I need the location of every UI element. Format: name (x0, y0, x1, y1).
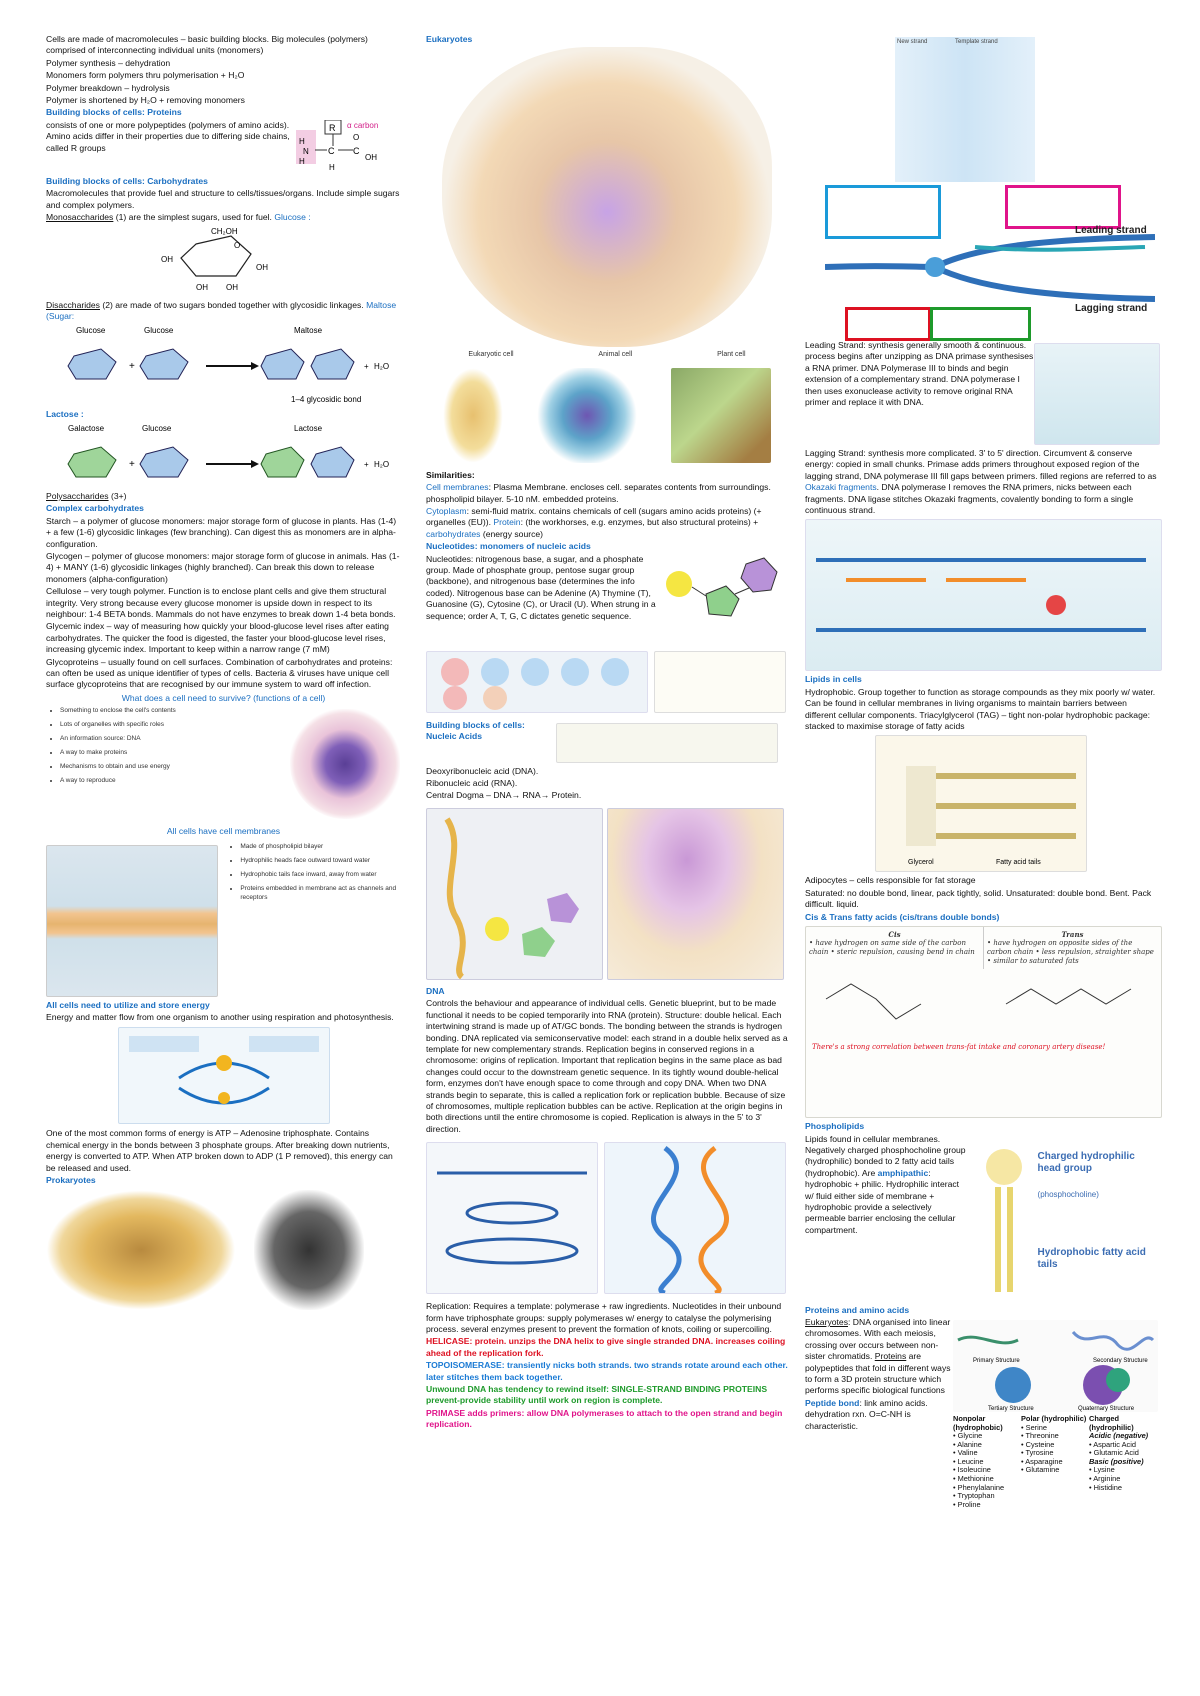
proteins-text: consists of one or more polypeptides (polymers of amino acids). Amino acids differ in their properties due to differing side chains, called R groups (46, 119, 290, 153)
list-item: • Made of phospholipid bilayer (240, 842, 401, 851)
peptide-line (805, 1398, 953, 1432)
polymer-shortened: Polymer is shortened by H₂O + removing monomers (46, 95, 245, 106)
alpha-carbon-label: α carbon (347, 120, 379, 130)
svg-text:+: + (364, 361, 369, 371)
dna-line: Deoxyribonucleic acid (DNA). (426, 765, 539, 776)
proteins-block (46, 120, 401, 176)
glucose-b-label: Glucose (144, 325, 174, 335)
eukaryotes-label: Eukaryotes (805, 1316, 848, 1327)
energy-heading: All cells need to utilize and store energy (46, 999, 210, 1010)
cellulose-text: Cellulose – very tough polymer. Function is to enclose plant cells and give them structural integrity. Very strong because every glucose monomer is upside down in respect to its neighbour: 1-4 BETA bonds. Mammals do not have enzymes to break down 1-4 beta bonds. (46, 586, 396, 619)
cytoplasm-label: Cytoplasm (426, 506, 467, 517)
di-text: (2) are made of two sugars bonded together with glycosidic linkages. (99, 299, 364, 310)
bases-figure (426, 648, 788, 716)
glucose-a-label: Glucose (76, 325, 106, 335)
lactose-label: Lactose : (46, 409, 84, 420)
cis-trans-heading: Cis & Trans fatty acids (cis/trans double bonds) (805, 911, 1000, 922)
primary-structure-label: Primary Structure (973, 1357, 1020, 1364)
fatty-tails-label: Hydrophobic fatty acid tails (1037, 1246, 1146, 1270)
svg-text:CH₂OH: CH₂OH (211, 227, 238, 237)
leading-strand-label: Leading strand (1075, 225, 1147, 236)
dna-rna-protein-image (607, 808, 784, 980)
amphipathic-label: amphipathic (877, 1167, 929, 1178)
intro-text: Cells are made of macromolecules – basic building blocks. Big molecules (polymers) comprised of interconnecting individual units (monomers) (46, 34, 368, 56)
fatty-acid-label: Fatty acid tails (996, 859, 1041, 867)
carbo-label: carbohydrates (426, 528, 481, 539)
svg-text:+: + (129, 360, 135, 372)
glycogen-text: Glycogen – polymer of glucose monomers: major storage form of glucose in animals. Has (1-4) + MANY (1-6) glycosidic linkages (highly branched). Can break this down to release monomers (alpha-configuration) (46, 550, 400, 584)
acidic-label: Acidic (negative) (1089, 1431, 1149, 1441)
column-right (805, 34, 1160, 1509)
table-cell: • Glycine (953, 1431, 983, 1441)
prokaryote-images (46, 1187, 401, 1313)
di-term: Disaccharides (46, 299, 100, 310)
list-item: • Hydrophilic heads face outward toward water (240, 856, 401, 865)
lagging-line (805, 448, 1160, 516)
nucleic-acids-text (426, 720, 556, 766)
cell-membrane-text: : Plasma Membrane. encloses cell. separates contents from surroundings. phospholipid bilayer. 5-10 nM. embedded proteins. (426, 482, 771, 504)
mono-term: Monosaccharides (46, 212, 114, 223)
polynucleotide-image (426, 808, 603, 980)
nucleotide-block (426, 554, 788, 644)
table-header: Polar (hydrophilic) (1021, 1413, 1087, 1423)
maltose-label-top: Maltose (294, 325, 323, 335)
topo-text: TOPOISOMERASE: transiently nicks both strands. two strands rotate around each other. later stitches them back together. (426, 1360, 788, 1382)
replication-figures (426, 1139, 788, 1297)
lactose-reaction (46, 422, 401, 488)
central-dogma-figures (426, 805, 788, 983)
glucose-label: Glucose : (274, 212, 311, 223)
svg-text:H: H (329, 162, 335, 172)
mono-line (46, 212, 401, 223)
table-cell: • Arginine (1089, 1474, 1121, 1484)
okazaki-label: Okazaki fragments (805, 482, 877, 493)
energy-text: Energy and matter flow from one organism to another using respiration and photosynthesis. (46, 1012, 394, 1023)
peptide-label: Peptide bond (805, 1397, 860, 1408)
list-item: • Mechanisms to obtain and use energy (60, 762, 275, 771)
nitrogenous-bases-image (426, 651, 648, 713)
cytoplasm-line (426, 506, 788, 540)
eukaryotic-cell-image (442, 47, 772, 347)
leading-text: Leading Strand: synthesis generally smooth & continuous. process begins after unzipping as DNA primase synthesises a RNA primer. DNA Polymerase III to binds and begin extension of a complementary strand. DNA polymerase I then uses exonuclease activity to remove original RNA primer and replace it with DNA. (805, 340, 1034, 408)
table-cell: • Glutamic Acid (1089, 1448, 1139, 1458)
phospho-text: Lipids found in cellular membranes. Negatively charged phosphocholine group (hydrophilic) bonded to 2 fatty acid tails (hydrophobic). Are (805, 1133, 966, 1178)
charged-head-label: Charged hydrophilic head group (1037, 1150, 1135, 1174)
handwritten-notes-image (654, 651, 786, 713)
cytoplasm-text: : semi-fluid matrix. contains chemicals of cell (sugars amino acids proteins) (+ organelles (EU)). (426, 506, 762, 528)
table-cell: • Leucine (953, 1456, 984, 1466)
amino-acid-structure (291, 120, 396, 176)
replication-fork-figure (805, 37, 1165, 337)
column-middle (426, 34, 788, 1432)
membrane-block (46, 842, 401, 1000)
proteins-aa-heading: Proteins and amino acids (805, 1304, 910, 1315)
glucose-ring-structure (46, 224, 401, 296)
okazaki-fragments-image (805, 519, 1162, 671)
glycemic-text: Glycemic index – way of measuring how quickly your blood-glucose level rises after eating carbohydrates. The quicker the food is digested, the faster your blood-glucose level rises, increasing glycemic index. Important to keep within a narrow range (7 mM) (46, 621, 389, 655)
table-cell: • Threonine (1021, 1431, 1059, 1441)
table-cell: • Methionine (953, 1474, 994, 1484)
triacylglycerol-image (875, 735, 1087, 872)
cell-membrane-label: Cell membranes (426, 482, 489, 493)
carbs-text: Macromolecules that provide fuel and structure to cells/tissues/organs. Include simple sugars and complex polymers. (46, 188, 400, 210)
table-cell: • Glutamine (1021, 1465, 1060, 1475)
list-item: • Lots of organelles with specific roles (60, 720, 275, 729)
helicase-box (845, 307, 931, 341)
atp-cycle-image (118, 1027, 330, 1124)
phospholipid-block (805, 1134, 1160, 1305)
phospho-heading: Phospholipids (805, 1121, 865, 1132)
polymer-breakdown: Polymer breakdown – hydrolysis (46, 82, 170, 93)
cis-title: Cis (888, 930, 901, 940)
bacterium-image (443, 368, 503, 463)
nucleotide-addition-image (895, 37, 1035, 182)
carbs-heading: Building blocks of cells: Carbohydrates (46, 175, 208, 186)
primase-text: PRIMASE adds primers: allow DNA polymerases to attach to the open strand and begin replication. (426, 1407, 783, 1430)
h2o-label-2: H₂O (374, 459, 390, 469)
dogma-line: Central Dogma – DNA→ RNA→ Protein. (426, 790, 582, 801)
double-helix-image (604, 1142, 786, 1294)
cell-membrane-line (426, 482, 788, 505)
svg-text:O: O (234, 241, 241, 251)
amino-acid-table (953, 1415, 1158, 1510)
phospho-text-2: : hydrophobic + philic. Hydrophilic interact w/ fluid either side of membrane + hydrophobic provide a selectively permeable barrier enclosing the cellular compartment. (805, 1167, 960, 1235)
polymer-synthesis: Polymer synthesis – dehydration (46, 57, 171, 68)
svg-text:H: H (299, 136, 305, 146)
nucleic-acids-block (426, 720, 788, 766)
dna-text: Controls the behaviour and appearance of individual cells. Genetic blueprint, but to be made functional it needs to be copied temporarily into RNA (protein). Structure: double helical. Each intertwining strand is made up of AT/GC bonds. The bonding between the strands is hydrogen bonding. DNA replicated via semiconservative model: each strand in a double helix served as a template for new complementary strands. Replication begins in conserved regions in a chromosome: origins of replication. Important that replication begins in the same place as bad changes could occur to the downstream genetic sequence. In its tightly wound double-helical form, enzymes don't have enough space to come through and copy DNA. When two DNA strands begin to separate, this is called a replication fork or replication bubble. Because of size of chromosomes, multiple replication bubbles can be active. Replication at the origin begins in both directions until the entire chromosome is copied. Replication is always in the 5' to 3' direction. (426, 998, 788, 1134)
charged-column (1089, 1415, 1158, 1510)
protein-figures (953, 1317, 1158, 1510)
eukaryotes-text: : DNA organised into linear chromosomes. With each meiosis, crossing over occurs between non-sister chromatids. (805, 1316, 951, 1362)
carbo-text: (energy source) (480, 528, 544, 539)
saturated-text: Saturated: no double bond, linear, pack tightly, solid. Unsaturated: double bond. Bent. Pack difficult. liquid. (805, 887, 1152, 910)
svg-text:+: + (364, 459, 369, 469)
prokaryotes-heading: Prokaryotes (46, 1175, 96, 1186)
nucleotides-text: Nucleotides: nitrogenous base, a sugar, and a phosphate group. Made of phosphate group, pentose sugar group (backbone), and nitrogenous base (determines the info coded). Nitrogenous base can be Adenine (A) Thymine (T), Guanosine (G), Cytosine (C), or Uracil (U). When strung in a sequence; order A, T, G, C dictates genetic sequence. (426, 553, 656, 621)
svg-text:OH: OH (256, 263, 268, 273)
ssb-box (930, 307, 1031, 341)
trans-title: Trans (1061, 930, 1084, 940)
table-cell: • Histidine (1089, 1482, 1122, 1492)
table-cell: • Aspartic Acid (1089, 1439, 1136, 1449)
polar-list (1021, 1424, 1089, 1476)
membrane-list (226, 842, 401, 1000)
h2o-label-1: H₂O (374, 361, 390, 371)
list-item: • A way to reproduce (60, 776, 275, 785)
column-left (46, 34, 401, 1313)
replication-bubbles-image (426, 1142, 598, 1294)
cis-notes: • have hydrogen on same side of the carbon chain • steric repulsion, causing bend in chain (809, 939, 975, 957)
cell-diagram-image (290, 709, 400, 819)
nonpolar-list (953, 1432, 1021, 1509)
table-cell: • Tryptophan (953, 1491, 995, 1501)
cell-captions (426, 349, 788, 360)
glucose-c-label: Glucose (142, 423, 172, 433)
similarities-heading: Similarities: (426, 469, 475, 480)
lagging-text-2: . DNA polymerase I removes the RNA primers, nicks between each fragments. DNA ligase stitches Okazaki fragments, covalently bonding to form a single continuous strand. (805, 482, 1134, 516)
caption-plant: Plant cell (717, 351, 746, 359)
table-cell: • Valine (953, 1448, 978, 1458)
adipocytes-text: Adipocytes – cells responsible for fat storage (805, 875, 976, 886)
lagging-text: Lagging Strand: synthesis more complicated. 3' to 5' direction. Circumvent & conserve energy: copied in small chunks. Primase adds primers throughout exposed region of the lagging strand, DNA polymerase III fill gaps between primers. filled regions are referred to as (805, 448, 1157, 481)
trans-fat-note: There's a strong correlation between trans-fat intake and coronary artery disease! (812, 1042, 1106, 1051)
secondary-structure-label: Secondary Structure (1093, 1357, 1148, 1364)
basic-list (1089, 1466, 1158, 1492)
monomers-form: Monomers form polymers thru polymerisation + H₂O (46, 70, 245, 81)
maltose-label: Maltose (Sugar: (46, 299, 397, 322)
svg-text:N: N (303, 146, 309, 156)
svg-text:OH: OH (226, 283, 238, 293)
protein-label: Protein (493, 517, 521, 528)
new-strand-label: New strand (897, 39, 928, 45)
prokaryote-micrograph-image (254, 1190, 364, 1310)
replication-text: Replication: Requires a template: polymerase + raw ingredients. Nucleotides in their unbound form have triphosphate groups: supply polymerases w/ energy to catalyse the polymerising process. several enzymes present to prevent the formation of knots, coiling or supercoiling. (426, 1301, 782, 1334)
table-cell: • Serine (1021, 1422, 1048, 1432)
list-item: • Proteins embedded in membrane act as channels and receptors (240, 884, 401, 902)
maltose-reaction (46, 324, 401, 406)
table-header: Charged (hydrophilic) (1089, 1413, 1134, 1432)
table-cell: • Lysine (1089, 1465, 1115, 1475)
acidic-list (1089, 1441, 1158, 1458)
cell-needs-list (46, 706, 275, 822)
svg-text:R: R (329, 122, 336, 133)
table-cell: • Cysteine (1021, 1439, 1055, 1449)
leading-block (805, 340, 1160, 448)
lipids-heading: Lipids in cells (805, 674, 862, 685)
protein-structures-image (953, 1320, 1158, 1412)
cis-trans-notes-image (805, 926, 1162, 1118)
proteins-structure-text: are polypeptides that fold in different ways to form a 3D protein structure which performs specific biological functions (805, 1351, 951, 1396)
svg-text:OH: OH (196, 283, 208, 293)
quaternary-structure-label: Quaternary Structure (1078, 1405, 1135, 1412)
phospho-line (805, 1134, 970, 1304)
table-cell: • Isoleucine (953, 1465, 991, 1475)
proteins-heading: Building blocks of cells: Proteins (46, 107, 182, 118)
dna-heading: DNA (426, 985, 445, 996)
tertiary-structure-label: Tertiary Structure (988, 1405, 1034, 1412)
table-cell: • Phenylalanine (953, 1482, 1005, 1492)
svg-text:OH: OH (161, 255, 173, 265)
table-cell: • Proline (953, 1499, 981, 1509)
peptide-text: : link amino acids. dehydration rxn. O=C-NH is characteristic. (805, 1397, 928, 1431)
cell-needs-block (46, 706, 401, 822)
glycoproteins-text: Glycoproteins – usually found on cell surfaces. Combination of carbohydrates and proteins: can often be used as unique identifier of types of cells. Bacteria & viruses have unique cell surface glycoproteins that are recognised by our immune system to ward off infection. (46, 656, 393, 690)
proteins-word: Proteins (874, 1351, 907, 1362)
nonpolar-column (953, 1415, 1021, 1510)
lipids-text: Hydrophobic. Group together to function as storage compounds as they mix poorly w/ water. Can be found in cellular membranes in living organisms to maintain barriers between different cellular components. Triacylglycerol (TAG) – tight non-polar hydrophobic package: stacked to maximise storage of fatty acids (805, 686, 1156, 732)
nucleic-heading: Building blocks of cells: Nucleic Acids (426, 719, 525, 742)
svg-text:C: C (328, 145, 335, 156)
polar-column (1021, 1415, 1089, 1510)
poly-text: (3+) (108, 490, 127, 501)
leading-strand-image (1034, 343, 1160, 445)
nucleotide-notes-image (556, 723, 778, 763)
lagging-strand-label: Lagging strand (1075, 303, 1148, 314)
list-item: • Something to enclose the cell's contents (60, 706, 275, 715)
trans-notes: • have hydrogen on opposite sides of the carbon chain • less repulsion, straighter shape • similar to saturated fats (987, 939, 1154, 966)
lactose-label-top: Lactose (294, 423, 323, 433)
protein-text: : (the workhorses, e.g. enzymes, but also structural proteins) + (520, 517, 759, 528)
poly-line (46, 491, 401, 502)
caption-animal: Animal cell (598, 351, 633, 359)
table-header: Nonpolar (hydrophobic) (953, 1413, 1003, 1432)
svg-text:+: + (129, 458, 135, 470)
table-cell: • Alanine (953, 1439, 982, 1449)
galactose-label: Galactose (68, 423, 105, 433)
list-item: • An information source: DNA (60, 734, 275, 743)
eukaryotes-heading: Eukaryotes (426, 34, 473, 44)
proteins-block-right (805, 1317, 1160, 1510)
glycosidic-bond-label: 1–4 glycosidic bond (291, 394, 362, 404)
svg-text:C: C (353, 145, 360, 156)
eukaryotes-line (805, 1317, 953, 1397)
table-cell: • Asparagine (1021, 1456, 1063, 1466)
helicase-text: HELICASE: protein. unzips the DNA helix to give single stranded DNA. increases coiling ahead of the replication fork. (426, 1336, 786, 1358)
plant-cell-image (671, 368, 771, 463)
svg-text:O: O (353, 132, 360, 142)
mono-text: (1) are the simplest sugars, used for fuel. (113, 212, 272, 223)
poly-term: Polysaccharides (46, 490, 109, 501)
svg-text:H: H (299, 156, 305, 166)
nucleotide-structure (661, 554, 781, 644)
complex-heading: Complex carbohydrates (46, 503, 144, 514)
rna-line: Ribonucleic acid (RNA). (426, 778, 518, 789)
nucleotides-heading: Nucleotides: monomers of nucleic acids (426, 541, 591, 552)
animal-cell-image (537, 368, 637, 463)
plasma-membrane-image (46, 845, 218, 997)
prokaryote-diagram-image (46, 1190, 236, 1310)
cell-needs-heading: What does a cell need to survive? (functions of a cell) (121, 692, 326, 703)
list-item: • A way to make proteins (60, 748, 275, 757)
svg-text:OH: OH (365, 152, 377, 162)
primase-box (1005, 185, 1121, 229)
proteins-right-text (805, 1317, 953, 1510)
starch-text: Starch – a polymer of glucose monomers: major storage form of glucose in plants. Has (1-4) + a few (1-6) glycosidic linkages (few branching). Can digest this as monomers are in alpha-configuration. (46, 515, 397, 549)
membranes-heading: All cells have cell membranes (166, 826, 281, 837)
table-cell: • Tyrosine (1021, 1448, 1054, 1458)
glycerol-label: Glycerol (908, 859, 934, 867)
phosphocholine-label: (phosphocholine) (1037, 1189, 1099, 1199)
list-item: • Hydrophobic tails face inward, away from water (240, 870, 401, 879)
atp-text: One of the most common forms of energy is ATP – Adenosine triphosphate. Contains chemical energy in the bonds between 3 phosphate groups. After breaking down nutrients, energy is converted to ATP. When ATP broken down to ADP (1 P removed), this energy can be released and used. (46, 1128, 393, 1173)
ssb-text: Unwound DNA has tendency to rewind itself: SINGLE-STRAND BINDING PROTEINS prevent-provide stability until work on region is complete. (426, 1384, 768, 1406)
phospholipid-image (976, 1137, 1160, 1302)
template-strand-label: Template strand (955, 39, 998, 45)
basic-label: Basic (positive) (1089, 1456, 1144, 1466)
caption-eukaryotic: Eukaryotic cell (468, 351, 514, 359)
cell-type-images (426, 365, 788, 466)
di-line (46, 300, 401, 323)
